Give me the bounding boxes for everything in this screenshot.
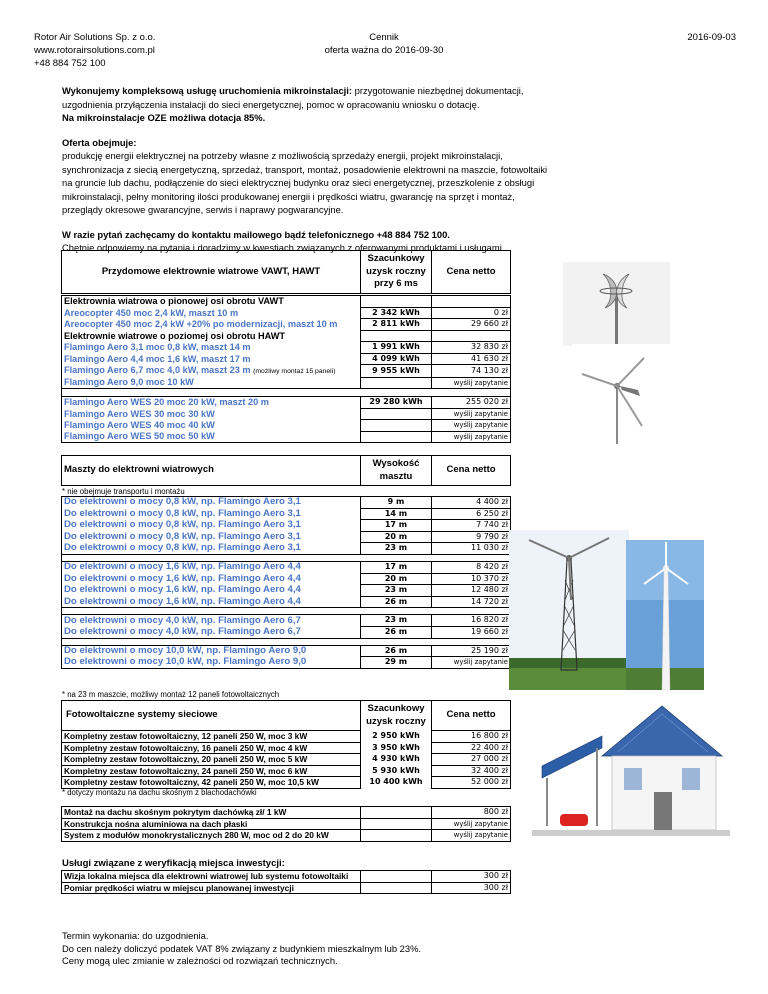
masts-header-row [62, 456, 511, 486]
mast-name[interactable]: Do elektrowni o mocy 4,0 kW, np. Flamingo Aero 6,7 [62, 615, 361, 627]
footer-notes [62, 930, 421, 968]
table-row [62, 731, 511, 743]
pv-table [61, 700, 511, 789]
hawt-turbine-photo [572, 344, 670, 444]
table-row [62, 645, 511, 657]
product-name[interactable]: Flamingo Aero WES 20 moc 20 kW, maszt 20 m [62, 397, 361, 409]
mast-height: 26 m [361, 596, 432, 608]
service-name: Wizja lokalna miejsca dla elektrowni wiatrowej lub systemu fotowoltaiki [62, 871, 361, 883]
mast-height: 9 m [361, 497, 432, 509]
doc-title: Cennik [369, 32, 399, 43]
intro-text [62, 84, 552, 266]
product-name[interactable]: Flamingo Aero 9,0 moc 10 kW [62, 377, 361, 389]
product-name[interactable]: Areocopter 450 moc 2,4 kW +20% po modernizacji, maszt 10 m [62, 319, 361, 331]
product-name[interactable]: Flamingo Aero WES 30 moc 30 kW [62, 408, 361, 420]
price-value: 32 400 zł [432, 765, 511, 777]
table-row [62, 615, 511, 627]
footer-line-2: Do cen należy doliczyć podatek VAT 8% związany z budynkiem mieszkalnym lub 23%. [62, 942, 422, 954]
price-value: 74 130 zł [432, 365, 511, 378]
services-table [61, 870, 511, 894]
yield-value: 4 930 kWh [361, 754, 432, 766]
price-value: 12 480 zł [432, 585, 511, 597]
footer-line-1: Termin wykonania: do uzgodnienia. [62, 930, 209, 941]
mast-height: 20 m [361, 573, 432, 585]
inquiry-link[interactable]: wyślij zapytanie [432, 818, 511, 830]
product-name[interactable]: Flamingo Aero 6,7 moc 4,0 kW, maszt 23 m [64, 364, 251, 375]
yield-value: 5 930 kWh [361, 765, 432, 777]
intro-paragraph-1 [62, 84, 552, 125]
table-row [62, 882, 511, 894]
intro-p1-rest: przygotowanie niezbędnej dokumentacji, uzgodnienia przyłączenia instalacji do sieci energetycznej, pomoc w opracowaniu wniosku o dotację. [62, 85, 524, 110]
price-value: 800 zł [432, 807, 511, 819]
mast-height: 23 m [361, 615, 432, 627]
product-name[interactable]: Areocopter 450 moc 2,4 kW, maszt 10 m [62, 307, 361, 319]
masts-note-2: * na 23 m maszcie, możliwy montaż 12 paneli fotowoltaicznych [62, 690, 280, 699]
table-row [62, 353, 511, 365]
yield-value: 10 400 kWh [361, 777, 432, 789]
price-value: 6 250 zł [432, 508, 511, 520]
mast-height: 26 m [361, 626, 432, 638]
table-row [62, 871, 511, 883]
table-row [62, 307, 511, 319]
mast-name[interactable]: Do elektrowni o mocy 0,8 kW, np. Flamingo Aero 3,1 [62, 543, 361, 555]
table-row [62, 508, 511, 520]
price-value: 10 370 zł [432, 573, 511, 585]
table-row [62, 742, 511, 754]
hawt-title: Elektrownie wiatrowe o poziomej osi obrotu HAWT [62, 330, 361, 342]
table-row [62, 397, 511, 409]
mast-name[interactable]: Do elektrowni o mocy 10,0 kW, np. Flamingo Aero 9,0 [62, 657, 361, 669]
product-name[interactable]: Flamingo Aero 3,1 moc 0,8 kW, maszt 14 m [62, 342, 361, 354]
table-row [62, 777, 511, 789]
inquiry-link[interactable]: wyślij zapytanie [432, 408, 511, 420]
mast-height: 29 m [361, 657, 432, 669]
yield-value: 4 099 kWh [361, 353, 432, 365]
price-value: 27 000 zł [432, 754, 511, 766]
masts-header-name: Maszty do elektrowni wiatrowych [62, 456, 361, 486]
price-value: 11 030 zł [432, 543, 511, 555]
table-row [62, 818, 511, 830]
yield-value: 2 342 kWh [361, 307, 432, 319]
pv-set-name: Kompletny zestaw fotowoltaiczny, 42 paneli 250 W, moc 10,5 kW [62, 777, 361, 789]
vawt-title: Elektrownia wiatrowa o pionowej osi obrotu VAWT [62, 296, 361, 308]
doc-date: 2016-09-03 [687, 32, 736, 43]
mast-height: 17 m [361, 561, 432, 573]
inquiry-link[interactable]: wyślij zapytanie [432, 420, 511, 432]
inquiry-link[interactable]: wyślij zapytanie [432, 830, 511, 842]
table-row [62, 830, 511, 842]
price-value: 52 000 zł [432, 777, 511, 789]
mast-name[interactable]: Do elektrowni o mocy 0,8 kW, np. Flamingo Aero 3,1 [62, 497, 361, 509]
hawt-title-row [62, 330, 511, 342]
price-value: 32 830 zł [432, 342, 511, 354]
mast-height: 26 m [361, 645, 432, 657]
price-value: 7 740 zł [432, 520, 511, 532]
doc-validity: oferta ważna do 2016-09-30 [324, 45, 444, 56]
pv-extra-name: Montaż na dachu skośnym pokrytym dachówką zł/ 1 kW [62, 807, 361, 819]
pv-header-yield: Szacunkowy uzysk roczny [361, 701, 432, 731]
price-value: 255 020 zł [432, 397, 511, 409]
pv-set-name: Kompletny zestaw fotowoltaiczny, 24 paneli 250 W, moc 6 kW [62, 765, 361, 777]
mast-name[interactable]: Do elektrowni o mocy 4,0 kW, np. Flamingo Aero 6,7 [62, 626, 361, 638]
inquiry-link[interactable]: wyślij zapytanie [432, 657, 511, 669]
yield-value: 1 991 kWh [361, 342, 432, 354]
mast-name[interactable]: Do elektrowni o mocy 0,8 kW, np. Flamingo Aero 3,1 [62, 508, 361, 520]
yield-value: 29 280 kWh [361, 397, 432, 409]
table-row [62, 573, 511, 585]
yield-value: 2 950 kWh [361, 731, 432, 743]
turbines-table [61, 250, 511, 443]
price-value: 8 420 zł [432, 561, 511, 573]
yield-value: 2 811 kWh [361, 319, 432, 331]
pv-header-price: Cena netto [432, 701, 511, 731]
pv-set-name: Kompletny zestaw fotowoltaiczny, 16 paneli 250 W, moc 4 kW [62, 742, 361, 754]
mast-height: 20 m [361, 531, 432, 543]
pv-header-name: Fotowoltaiczne systemy sieciowe [62, 701, 361, 731]
table-row [62, 807, 511, 819]
turbines-header-yield: Szacunkowy uzysk roczny przy 6 ms [361, 251, 432, 294]
yield-value: 9 955 kWh [361, 365, 432, 378]
product-name[interactable]: Flamingo Aero 4,4 moc 1,6 kW, maszt 17 m [62, 353, 361, 365]
price-value: 300 zł [432, 882, 511, 894]
doc-title-block [0, 31, 768, 57]
price-value: 41 630 zł [432, 353, 511, 365]
masts-header-price: Cena netto [432, 456, 511, 486]
services-title: Usługi związane z weryfikacją miejsca inwestycji: [62, 858, 285, 869]
table-row [62, 596, 511, 608]
price-value: 22 400 zł [432, 742, 511, 754]
pv-note: * dotyczy montażu na dachu skośnym z blachodachówki [62, 788, 257, 797]
tall-mast-turbine-photo [626, 540, 704, 690]
pv-set-name: Kompletny zestaw fotowoltaiczny, 20 paneli 250 W, moc 5 kW [62, 754, 361, 766]
inquiry-link[interactable]: wyślij zapytanie [432, 377, 511, 389]
inquiry-link[interactable]: wyślij zapytanie [432, 431, 511, 443]
price-value: 4 400 zł [432, 497, 511, 509]
table-row [62, 520, 511, 532]
table-row [62, 626, 511, 638]
yield-value [361, 377, 432, 389]
lattice-mast-turbine-photo [509, 530, 629, 690]
product-name[interactable]: Flamingo Aero WES 50 moc 50 kW [62, 431, 361, 443]
table-row [62, 543, 511, 555]
price-value: 25 190 zł [432, 645, 511, 657]
masts-rows [61, 496, 511, 669]
intro-p1-last: Na mikroinstalacje OZE możliwa dotacja 85%. [62, 112, 266, 123]
table-row [62, 431, 511, 443]
mast-name[interactable]: Do elektrowni o mocy 1,6 kW, np. Flamingo Aero 4,4 [62, 585, 361, 597]
mast-name[interactable]: Do elektrowni o mocy 0,8 kW, np. Flamingo Aero 3,1 [62, 520, 361, 532]
offer-body: produkcję energii elektrycznej na potrzeby własne z możliwością sprzedaży energii, projekt mikroinstalacji, synchronizacja z siecią energetyczną, sprzedaż, transport, montaż, posadowienie elektrowni na maszcie, fotowoltaiki na gruncie lub dachu, podłączenie do sieci elektrycznej budynku oraz sieci energetycznej, przeszkolenie z obsługi mikroinstalacji, pełny monitoring ilości produkowanej energii i prędkości wiatru, gwarancję na sprzęt i montaż, przeglądy okresowe gwarancyjne, serwis i naprawy pogwarancyjne. [62, 150, 548, 215]
price-value: 19 660 zł [432, 626, 511, 638]
table-row [62, 765, 511, 777]
table-row [62, 408, 511, 420]
pv-header-row [62, 701, 511, 731]
masts-header-height: Wysokość masztu [361, 456, 432, 486]
price-value: 16 820 zł [432, 615, 511, 627]
table-row [62, 531, 511, 543]
footer-line-3: Ceny mogą ulec zmianie w zależności od rozwiązań technicznych. [62, 955, 338, 966]
mast-name[interactable]: Do elektrowni o mocy 1,6 kW, np. Flamingo Aero 4,4 [62, 573, 361, 585]
turbines-header-row [62, 251, 511, 294]
company-phone: +48 884 752 100 [34, 58, 106, 69]
price-value: 0 zł [432, 307, 511, 319]
pv-set-name: Kompletny zestaw fotowoltaiczny, 12 paneli 250 W, moc 3 kW [62, 731, 361, 743]
table-row [62, 585, 511, 597]
intro-paragraph-2 [62, 136, 552, 217]
price-value: 9 790 zł [432, 531, 511, 543]
table-row [62, 365, 511, 378]
masts-table [61, 455, 511, 486]
price-value: 300 zł [432, 871, 511, 883]
mast-name[interactable]: Do elektrowni o mocy 1,6 kW, np. Flamingo Aero 4,4 [62, 596, 361, 608]
contact-bold: W razie pytań zachęcamy do kontaktu mailowego bądź telefonicznego +48 884 752 100. [62, 228, 450, 240]
intro-p1-bold: Wykonujemy kompleksową usługę uruchomienia mikroinstalacji: [62, 85, 353, 96]
mast-height: 23 m [361, 585, 432, 597]
vawt-title-row [62, 296, 511, 308]
table-row [62, 377, 511, 389]
company-website[interactable]: www.rotorairsolutions.com.pl [34, 45, 155, 56]
turbines-header-name: Przydomowe elektrownie wiatrowe VAWT, HAWT [62, 251, 361, 294]
mast-height: 17 m [361, 520, 432, 532]
pv-extra-name: Konstrukcja nośna aluminiowa na dach płaski [62, 818, 361, 830]
company-name: Rotor Air Solutions Sp. z o.o. [34, 32, 156, 43]
offer-title: Oferta obejmuje: [62, 136, 137, 148]
product-name[interactable]: Flamingo Aero WES 40 moc 40 kW [62, 420, 361, 432]
solar-house-photo [532, 696, 730, 854]
table-row [62, 561, 511, 573]
table-row [62, 420, 511, 432]
mast-name[interactable]: Do elektrowni o mocy 1,6 kW, np. Flamingo Aero 4,4 [62, 561, 361, 573]
product-note: (możliwy montaż 15 paneli) [253, 367, 336, 375]
price-value: 14 720 zł [432, 596, 511, 608]
table-row [62, 342, 511, 354]
mast-name[interactable]: Do elektrowni o mocy 0,8 kW, np. Flamingo Aero 3,1 [62, 531, 361, 543]
vawt-turbine-photo [563, 262, 670, 346]
mast-height: 23 m [361, 543, 432, 555]
pv-extras-table [61, 806, 511, 842]
service-name: Pomiar prędkości wiatru w miejscu planowanej inwestycji [62, 882, 361, 894]
price-value: 16 800 zł [432, 731, 511, 743]
turbines-header-price: Cena netto [432, 251, 511, 294]
table-row [62, 657, 511, 669]
price-value: 29 660 zł [432, 319, 511, 331]
masts-note: * nie obejmuje transportu i montażu [62, 487, 185, 496]
table-row [62, 497, 511, 509]
table-row [62, 319, 511, 331]
table-row [62, 754, 511, 766]
contact-rest: Chętnie odpowiemy na pytania i doradzimy w kwestiach związanych z oferowanymi produktami i usługami. [62, 242, 505, 253]
mast-name[interactable]: Do elektrowni o mocy 10,0 kW, np. Flamingo Aero 9,0 [62, 645, 361, 657]
pv-extra-name: System z modułów monokrystalicznych 280 W, moc od 2 do 20 kW [62, 830, 361, 842]
mast-height: 14 m [361, 508, 432, 520]
yield-value: 3 950 kWh [361, 742, 432, 754]
